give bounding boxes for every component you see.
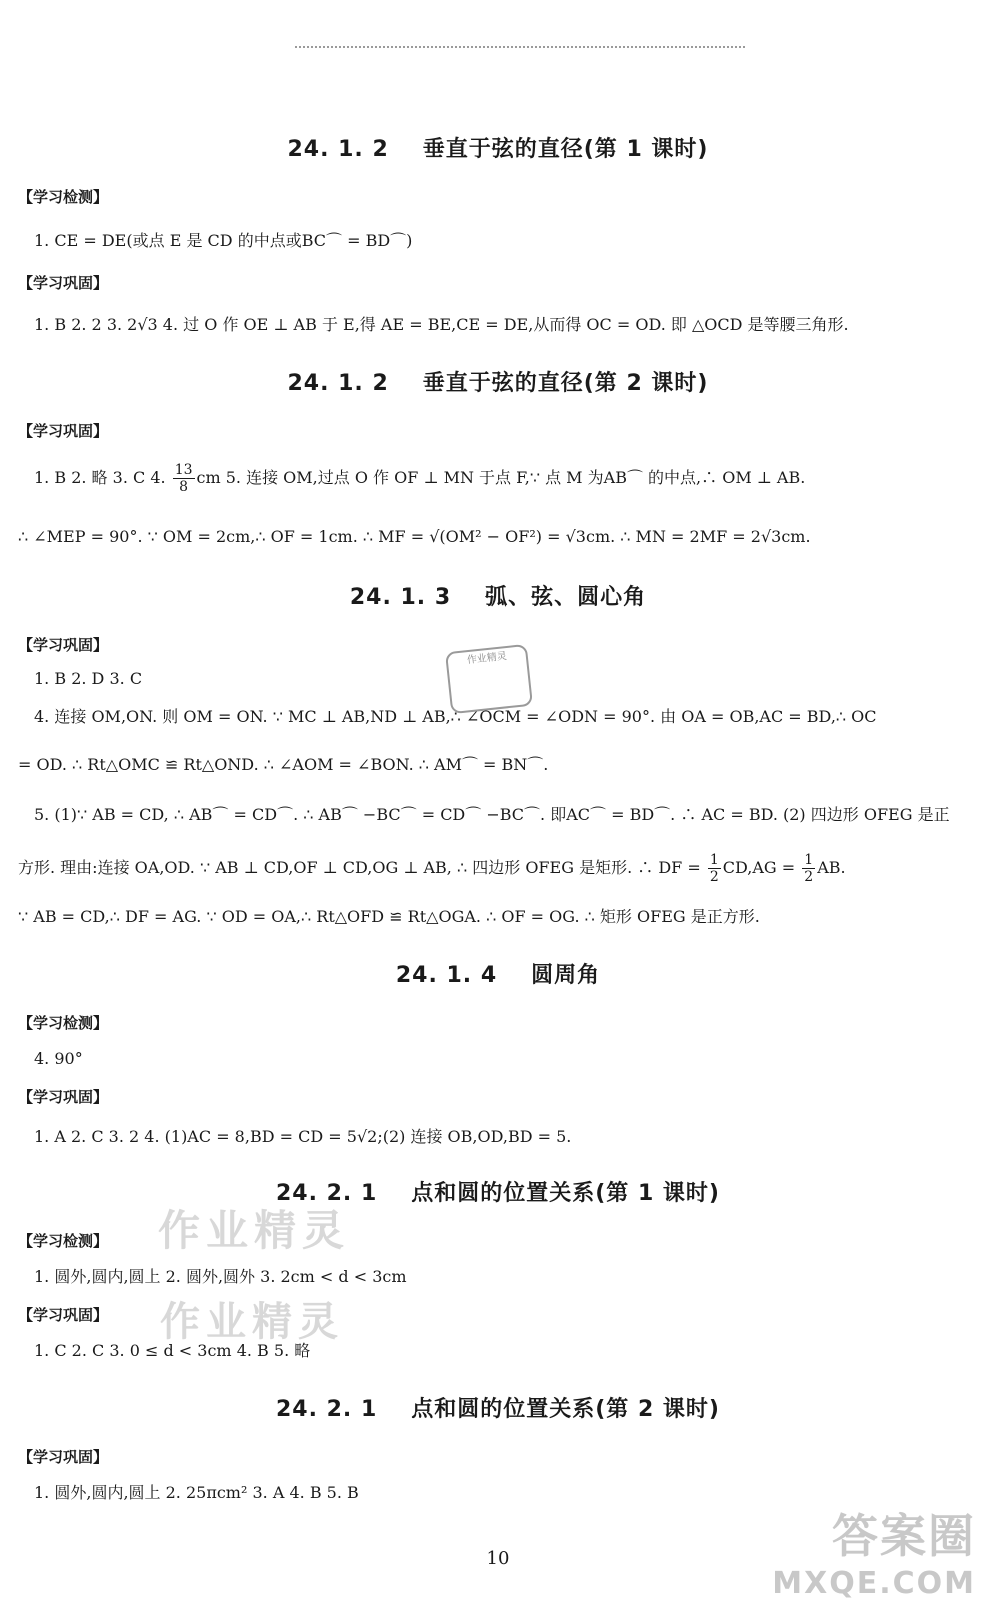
section-number: 24. 1. 3: [349, 585, 452, 610]
top-divider: [295, 46, 745, 48]
tag-check: 【学习检测】: [18, 1232, 109, 1250]
site-watermark-logo: [772, 1500, 976, 1601]
answer-text: AB.: [817, 858, 846, 877]
answer-line: 4. 连接 OM,ON. 则 OM = ON. ∵ MC ⊥ AB,ND ⊥ AB,∴ ∠OCM = ∠ODN = 90°. 由 OA = OB,AC = BD,∴ OC: [34, 707, 877, 726]
section-title: 垂直于弦的直径(第 2 课时): [422, 371, 709, 396]
answer-line: 5. (1)∵ AB = CD, ∴ AB⌒ = CD⌒. ∴ AB⌒ −BC⌒ = CD⌒ −BC⌒. 即AC⌒ = BD⌒. ∴ AC = BD. (2) 四边形 OFEG 是正: [34, 805, 950, 824]
fraction-denominator: 8: [179, 479, 189, 495]
brand-name: 答案圈: [832, 1509, 976, 1563]
section-number: 24. 1. 4: [395, 963, 498, 988]
tag-consolidate: 【学习巩固】: [18, 1306, 109, 1324]
answer-line: 4. 90°: [34, 1049, 83, 1068]
answer-line: 1. CE = DE(或点 E 是 CD 的中点或BC⌒ = BD⌒): [34, 231, 413, 250]
fraction: [708, 852, 721, 885]
section-title: 垂直于弦的直径(第 1 课时): [422, 137, 709, 162]
answer-line: 1. B 2. 2 3. 2√3 4. 过 O 作 OE ⊥ AB 于 E,得 AE = BE,CE = DE,从而得 OC = OD. 即 △OCD 是等腰三角形.: [34, 315, 849, 334]
section-title: 点和圆的位置关系(第 2 课时): [411, 1397, 720, 1422]
fraction: [802, 852, 815, 885]
watermark: 作业精灵: [158, 1206, 351, 1255]
section-heading: [0, 1176, 996, 1207]
section-number: 24. 2. 1: [275, 1181, 378, 1206]
section-heading: [0, 580, 996, 611]
page-number: 10: [486, 1548, 510, 1569]
tag-consolidate: 【学习巩固】: [18, 274, 109, 292]
section-number: 24. 1. 2: [287, 371, 389, 396]
section-title: 弧、弦、圆心角: [485, 585, 647, 610]
answer-line: = OD. ∴ Rt△OMC ≌ Rt△OND. ∴ ∠AOM = ∠BON. ∴ AM⌒ = BN⌒.: [18, 755, 549, 774]
answer-text: 方形. 理由:连接 OA,OD. ∵ AB ⊥ CD,OF ⊥ CD,OG ⊥ AB, ∴ 四边形 OFEG 是矩形. ∴ DF =: [18, 858, 701, 877]
section-title: 点和圆的位置关系(第 1 课时): [411, 1181, 720, 1206]
fraction-numerator: 1: [804, 852, 814, 868]
section-title: 圆周角: [531, 963, 601, 988]
section-heading: [0, 958, 996, 989]
fraction-numerator: 1: [709, 852, 719, 868]
fraction: [173, 462, 195, 495]
tag-consolidate: 【学习巩固】: [18, 636, 109, 654]
answer-line: 1. B 2. D 3. C: [34, 669, 143, 688]
watermark: 作业精灵: [160, 1299, 344, 1345]
tag-check: 【学习检测】: [18, 1014, 109, 1032]
answer-line: [34, 462, 970, 495]
section-number: 24. 1. 2: [287, 137, 389, 162]
answer-line: 1. A 2. C 3. 2 4. (1)AC = 8,BD = CD = 5√2;(2) 连接 OB,OD,BD = 5.: [34, 1127, 572, 1146]
answer-text: 1. B 2. 略 3. C 4.: [34, 468, 166, 487]
section-number: 24. 2. 1: [275, 1397, 378, 1422]
answer-line: 1. 圆外,圆内,圆上 2. 25πcm² 3. A 4. B 5. B: [34, 1483, 359, 1502]
answer-line: [18, 852, 970, 885]
fraction-denominator: 2: [709, 869, 719, 885]
answer-text: cm 5. 连接 OM,过点 O 作 OF ⊥ MN 于点 F,∵ 点 M 为AB⌒ 的中点,∴ OM ⊥ AB.: [196, 468, 806, 487]
section-heading: [0, 366, 996, 397]
tag-check: 【学习检测】: [18, 188, 109, 206]
tag-consolidate: 【学习巩固】: [18, 422, 109, 440]
fraction-denominator: 2: [804, 869, 814, 885]
answer-text: CD,AG =: [722, 858, 796, 877]
section-heading: [0, 1392, 996, 1423]
answer-line: 1. C 2. C 3. 0 ≤ d < 3cm 4. B 5. 略: [34, 1341, 311, 1360]
fraction-numerator: 13: [174, 462, 193, 478]
stamp-text: 作业精灵: [466, 651, 508, 667]
answer-line: 1. 圆外,圆内,圆上 2. 圆外,圆外 3. 2cm < d < 3cm: [34, 1267, 407, 1286]
tag-consolidate: 【学习巩固】: [18, 1448, 109, 1466]
brand-domain: MXQE.COM: [772, 1566, 976, 1601]
section-heading: [0, 132, 996, 163]
answer-line: ∵ AB = CD,∴ DF = AG. ∵ OD = OA,∴ Rt△OFD ≌ Rt△OGA. ∴ OF = OG. ∴ 矩形 OFEG 是正方形.: [18, 907, 760, 926]
answer-line: ∴ ∠MEP = 90°. ∵ OM = 2cm,∴ OF = 1cm. ∴ MF = √(OM² − OF²) = √3cm. ∴ MN = 2MF = 2√3cm.: [18, 527, 811, 546]
tag-consolidate: 【学习巩固】: [18, 1088, 109, 1106]
